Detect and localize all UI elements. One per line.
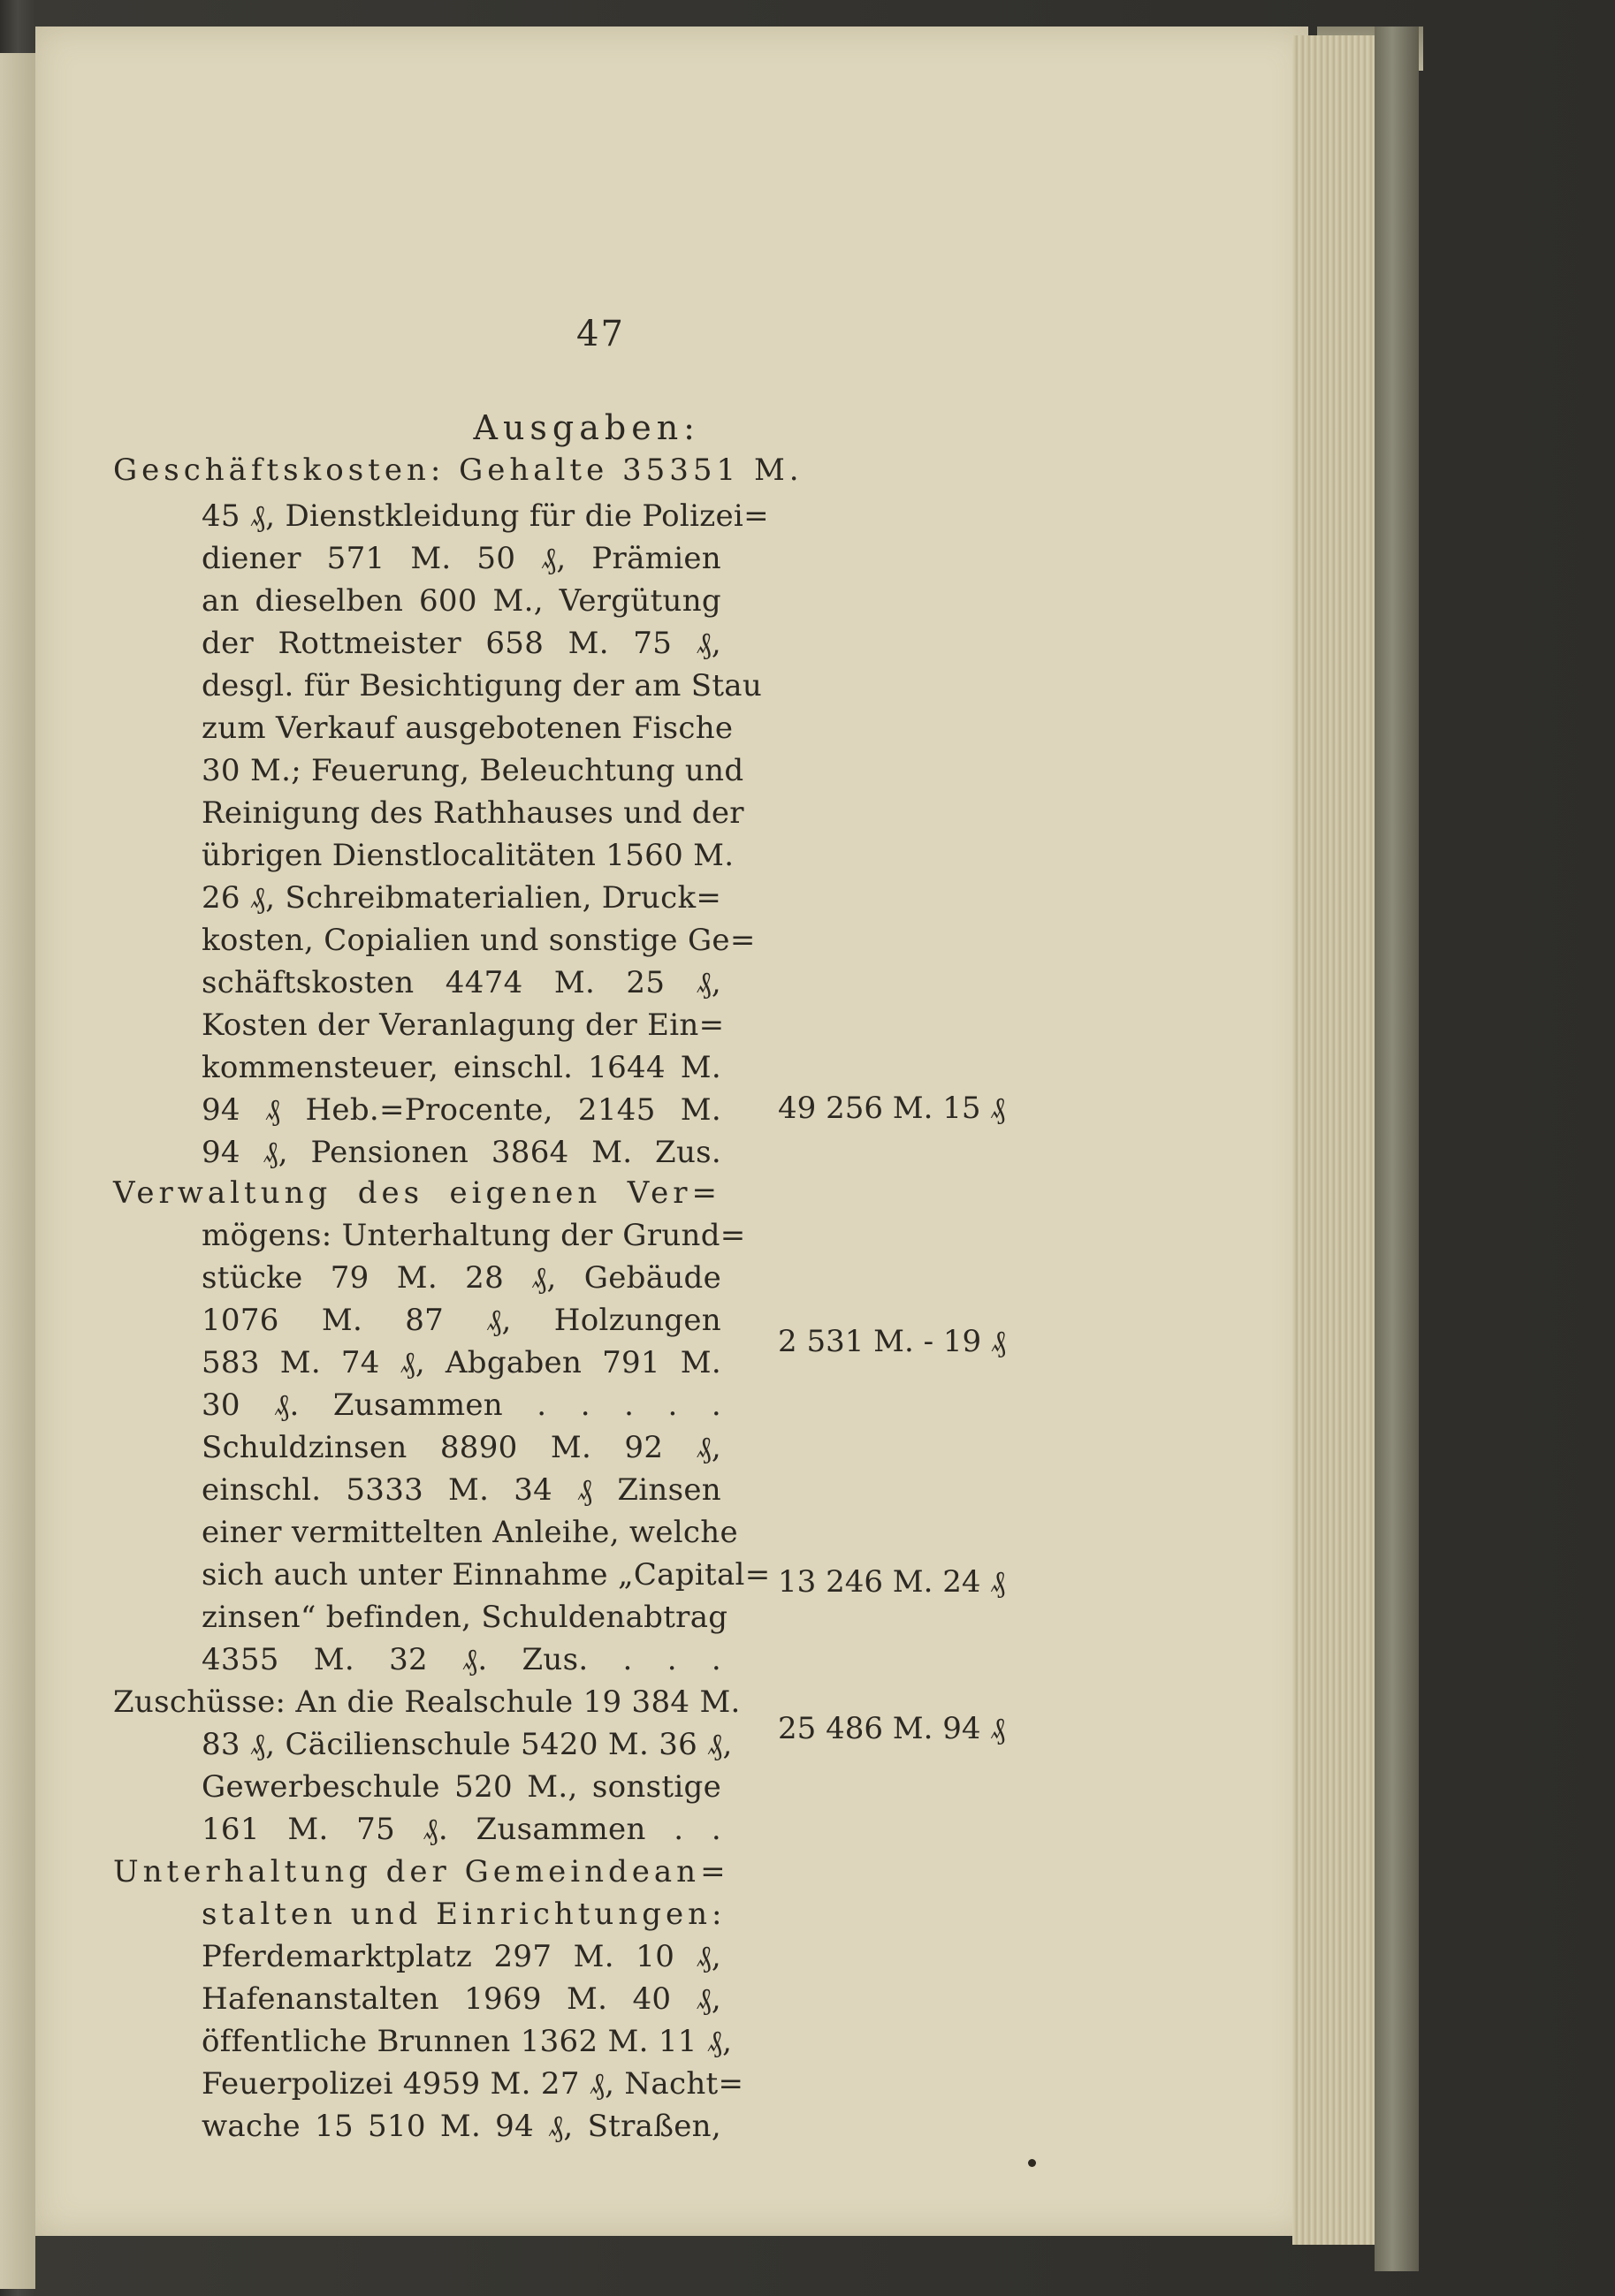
amount-total: 2 531 M. - 19 ₰ bbox=[778, 1324, 1006, 1359]
text-line: einer vermittelten Anleihe, welche bbox=[202, 1515, 738, 1550]
ink-dot bbox=[1028, 2159, 1036, 2167]
text-line: wache 15 510 M. 94 ₰, Straßen, bbox=[202, 2109, 721, 2144]
text-line: Kosten der Veranlagung der Ein= bbox=[202, 1007, 725, 1043]
text-line: kosten, Copialien und sonstige Ge= bbox=[202, 923, 756, 958]
text-line: 1076 M. 87 ₰, Holzungen bbox=[202, 1303, 721, 1338]
text-line: 94 ₰, Pensionen 3864 M. Zus. bbox=[202, 1135, 721, 1170]
text-line: 30 M.; Feuerung, Beleuchtung und bbox=[202, 753, 744, 788]
page-number: 47 bbox=[576, 314, 625, 354]
text-line: 94 ₰ Heb.=Procente, 2145 M. bbox=[202, 1092, 721, 1128]
text-line: 45 ₰, Dienstkleidung für die Polizei= bbox=[202, 498, 769, 534]
amount-total: 25 486 M. 94 ₰ bbox=[778, 1711, 1006, 1746]
text-line: öffentliche Brunnen 1362 M. 11 ₰, bbox=[202, 2024, 733, 2059]
text-line: Zuschüsse: An die Realschule 19 384 M. bbox=[113, 1684, 741, 1720]
text-line: stalten und Einrichtungen: bbox=[202, 1897, 727, 1932]
text-line: 30 ₰. Zusammen . . . . . bbox=[202, 1387, 721, 1423]
text-line: 161 M. 75 ₰. Zusammen . . bbox=[202, 1812, 721, 1847]
text-line: mögens: Unterhaltung der Grund= bbox=[202, 1218, 746, 1253]
text-line: schäftskosten 4474 M. 25 ₰, bbox=[202, 965, 721, 1000]
amount-total: 13 246 M. 24 ₰ bbox=[778, 1564, 1006, 1600]
text-line: Hafenanstalten 1969 M. 40 ₰, bbox=[202, 1981, 721, 2017]
text-line: einschl. 5333 M. 34 ₰ Zinsen bbox=[202, 1472, 721, 1508]
text-line: sich auch unter Einnahme „Capital= bbox=[202, 1557, 771, 1593]
section-heading: Ausgaben: bbox=[473, 408, 700, 447]
page-edges bbox=[1292, 35, 1379, 2245]
amount-total: 49 256 M. 15 ₰ bbox=[778, 1091, 1006, 1126]
text-line: Pferdemarktplatz 297 M. 10 ₰, bbox=[202, 1939, 721, 1974]
text-line: an dieselben 600 M., Vergütung bbox=[202, 583, 721, 619]
text-line: Unterhaltung der Gemeindean= bbox=[113, 1854, 730, 1889]
text-line: desgl. für Besichtigung der am Stau bbox=[202, 668, 763, 703]
text-line: zum Verkauf ausgebotenen Fische bbox=[202, 711, 734, 746]
text-line: zinsen“ befinden, Schuldenabtrag bbox=[202, 1600, 728, 1635]
text-line: 583 M. 74 ₰, Abgaben 791 M. bbox=[202, 1345, 721, 1380]
book-cover bbox=[1375, 27, 1419, 2271]
text-line: 4355 M. 32 ₰. Zus. . . . bbox=[202, 1642, 721, 1677]
text-line: der Rottmeister 658 M. 75 ₰, bbox=[202, 626, 721, 661]
text-line: stücke 79 M. 28 ₰, Gebäude bbox=[202, 1260, 721, 1296]
text-line: kommensteuer, einschl. 1644 M. bbox=[202, 1050, 721, 1085]
text-line: 83 ₰, Cäcilienschule 5420 M. 36 ₰, bbox=[202, 1727, 733, 1762]
text-line: diener 571 M. 50 ₰, Prämien bbox=[202, 541, 721, 576]
text-line: Gewerbeschule 520 M., sonstige bbox=[202, 1769, 721, 1805]
text-line: Feuerpolizei 4959 M. 27 ₰, Nacht= bbox=[202, 2066, 744, 2102]
text-line: 26 ₰, Schreibmaterialien, Druck= bbox=[202, 880, 722, 916]
left-page-edge bbox=[0, 53, 35, 2289]
text-line: übrigen Dienstlocalitäten 1560 M. bbox=[202, 838, 735, 873]
text-line: Geschäftskosten: Gehalte 35351 M. bbox=[113, 452, 804, 488]
text-line: Verwaltung des eigenen Ver= bbox=[113, 1175, 721, 1211]
text-line: Schuldzinsen 8890 M. 92 ₰, bbox=[202, 1430, 721, 1465]
text-line: Reinigung des Rathhauses und der bbox=[202, 795, 744, 831]
